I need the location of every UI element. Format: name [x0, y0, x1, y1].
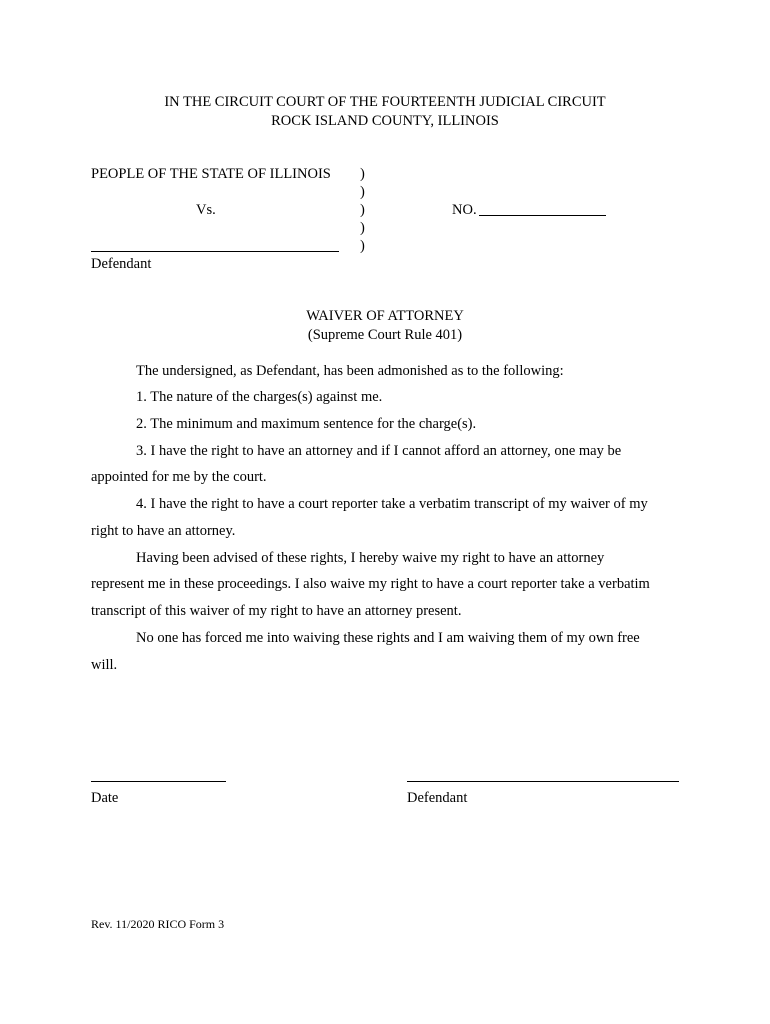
admonishment-item-3-cont: appointed for me by the court. — [91, 469, 267, 485]
case-number-blank[interactable] — [479, 215, 606, 216]
defendant-name-blank[interactable] — [91, 251, 339, 252]
date-label: Date — [91, 790, 119, 806]
admonishment-item-4-cont: right to have an attorney. — [91, 523, 236, 539]
body-intro: The undersigned, as Defendant, has been admonished as to the following: — [136, 363, 564, 379]
caption-paren: ) — [360, 184, 365, 200]
case-number-label: NO. — [452, 202, 477, 218]
voluntary-paragraph-line-2: will. — [91, 657, 118, 673]
date-signature-line[interactable] — [91, 781, 226, 782]
document-title: WAIVER OF ATTORNEY — [306, 308, 464, 324]
caption-paren: ) — [360, 202, 365, 218]
caption-paren: ) — [360, 166, 365, 182]
defendant-signature-line[interactable] — [407, 781, 679, 782]
waiver-paragraph-line-2: represent me in these proceedings. I also waive my right to have a court reporter take a verbatim — [91, 576, 650, 592]
county-line: ROCK ISLAND COUNTY, ILLINOIS — [271, 113, 499, 129]
caption-paren: ) — [360, 220, 365, 236]
voluntary-paragraph: No one has forced me into waiving these rights and I am waiving them of my own free — [136, 630, 640, 646]
document-subtitle: (Supreme Court Rule 401) — [307, 327, 463, 343]
defendant-caption-label: Defendant — [91, 256, 152, 272]
admonishment-item-1: 1. The nature of the charges(s) against me. — [136, 389, 383, 405]
form-revision: Rev. 11/2020 RICO Form 3 — [91, 917, 225, 931]
waiver-paragraph: Having been advised of these rights, I hereby waive my right to have an attorney — [136, 550, 605, 566]
caption-paren: ) — [360, 238, 365, 254]
waiver-paragraph-line-3: transcript of this waiver of my right to have an attorney present. — [91, 603, 462, 619]
admonishment-item-4: 4. I have the right to have a court reporter take a verbatim transcript of my waiver of my — [136, 496, 648, 512]
admonishment-item-2: 2. The minimum and maximum sentence for the charge(s). — [136, 416, 477, 432]
defendant-signature-label: Defendant — [407, 790, 468, 806]
versus-label: Vs. — [196, 202, 216, 218]
admonishment-item-3: 3. I have the right to have an attorney and if I cannot afford an attorney, one may be — [136, 443, 622, 459]
plaintiff-name: PEOPLE OF THE STATE OF ILLINOIS — [91, 166, 331, 182]
court-name-line: IN THE CIRCUIT COURT OF THE FOURTEENTH JUDICIAL CIRCUIT — [164, 94, 606, 110]
